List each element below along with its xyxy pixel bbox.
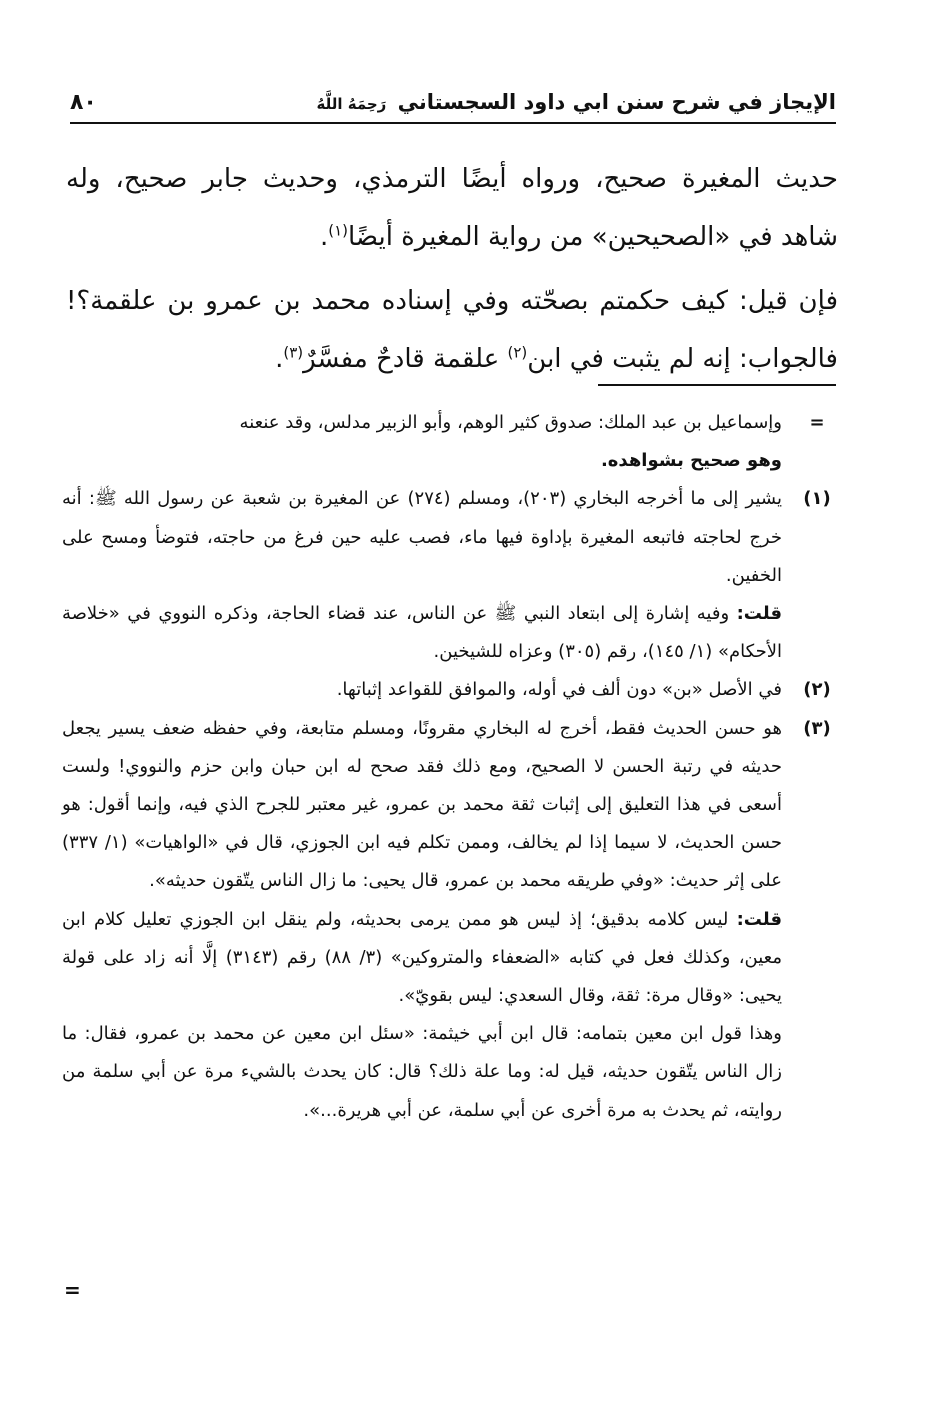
- honorific-glyph: رَحِمَهُ اللَّهُ: [316, 95, 387, 113]
- footnote-1: [62, 480, 840, 671]
- footnote-1-text: يشير إلى ما أخرجه البخاري (٢٠٣)، ومسلم (٢٧٤) عن المغيرة بن شعبة عن رسول الله ﷺ: أنه خرج لحاجته فاتبعه المغيرة بإداوة فيها ماء، فصب عليه حين فرغ من حاجته، فتوضأ ومسح على الخفين.: [62, 488, 782, 586]
- footnote-separator: [598, 384, 836, 386]
- continuation-mark: =: [809, 412, 825, 433]
- main-paragraph-2-text-a: فإن قيل: كيف حكمتم بصحّته وفي إسناده محمد بن عمرو بن علقمة؟! فالجواب: إنه لم يثبت في ابن: [66, 286, 838, 374]
- footnotes: [62, 404, 840, 1130]
- page-number: ٨٠: [70, 89, 97, 115]
- footnote-3-comment: [62, 901, 782, 1016]
- footnote-1-number: (١): [803, 488, 831, 510]
- main-paragraph-2-text-b: علقمة قادحٌ مفسَّرٌ: [303, 344, 508, 374]
- footnote-ref-3[interactable]: (٣): [283, 343, 304, 362]
- footnote-3-more: وهذا قول ابن معين بتمامه: قال ابن أبي خيثمة: «سئل ابن معين عن محمد بن عمرو، فقال: ما زال الناس يتّقون حديثه، قيل له: وما علة ذلك؟ قال: كان يحدث بالشيء مرة عن أبي سلمة من روايته، ثم يحدث به مرة أخرى عن أبي سلمة، عن أبي هريرة...».: [62, 1023, 782, 1121]
- footnote-continued: [62, 404, 840, 480]
- book-title: [317, 90, 837, 114]
- footnote-3-comment-text: ليس كلامه بدقيق؛ إذ ليس هو ممن يرمى بحديثه، ولم ينقل ابن الجوزي تعليل كلام ابن معين، وكذلك فعل في كتابه «الضعفاء والمتروكين» (٣/ ٨٨) رقم (٣١٤٣) إلَّا أنه زاد على قولة يحيى: «وقال مرة: ثقة، وقال السعدي: ليس بقويّ».: [62, 908, 782, 1007]
- footnote-3: [62, 710, 840, 1130]
- main-text: [66, 150, 838, 388]
- footnote-2-text: في الأصل «بن» دون ألف في أوله، والموافق للقواعد إثباتها.: [336, 679, 782, 701]
- footnote-ref-2[interactable]: (٢): [507, 343, 528, 362]
- footnote-3-text: هو حسن الحديث فقط، أخرج له البخاري مقرونًا، ومسلم متابعة، وفي حفظه ضعف يسير يجعل حديثه في رتبة الحسن لا الصحيح، ومع ذلك فقد صحح له ابن حبان وابن حزم والنووي! ولست أسعى في هذا التعليق إلى إثبات ثقة محمد بن عمرو، غير معتبر للجرح الذي فيه، وإنما أقول: هو حسن الحديث، لا سيما إذا لم يخالف، وممن تكلم فيه ابن الجوزي، قال في «الواهيات» (١/ ٣٣٧) على إثر حديث: «وفي طريقه محمد بن عمرو، قال يحيى: ما زال الناس يتّقون حديثه».: [62, 717, 782, 892]
- footnote-continued-bold: وهو صحيح بشواهده.: [600, 450, 782, 472]
- main-paragraph-2-end: .: [275, 344, 284, 374]
- footnote-1-comment: [62, 595, 782, 671]
- footnote-continued-text: وإسماعيل بن عبد الملك: صدوق كثير الوهم، وأبو الزبير مدلس، وقد عنعنه: [239, 412, 782, 433]
- footnote-2: [62, 671, 840, 709]
- running-header: [70, 82, 836, 124]
- footnote-3-number: (٣): [803, 717, 831, 739]
- footnote-3-qult: قلت:: [736, 908, 782, 930]
- continuation-mark-bottom: =: [64, 1278, 81, 1302]
- footnote-2-number: (٢): [803, 679, 831, 701]
- footnote-1-comment-text: وفيه إشارة إلى ابتعاد النبي ﷺ عن الناس، عند قضاء الحاجة، وذكره النووي في «خلاصة الأحكام» (١/ ١٤٥)، رقم (٣٠٥) وعزاه للشيخين.: [62, 603, 782, 663]
- footnote-ref-1[interactable]: (١): [328, 221, 348, 240]
- main-paragraph-1: [66, 150, 838, 266]
- main-paragraph-1-end: .: [319, 222, 329, 252]
- main-paragraph-1-text: حديث المغيرة صحيح، ورواه أيضًا الترمذي، وحديث جابر صحيح، وله شاهد في «الصحيحين» من رواية المغيرة أيضًا: [66, 164, 838, 252]
- main-paragraph-2: [66, 272, 838, 388]
- footnote-1-qult: قلت:: [736, 603, 782, 625]
- book-title-text: الإيجاز في شرح سنن ابي داود السجستاني: [397, 90, 836, 114]
